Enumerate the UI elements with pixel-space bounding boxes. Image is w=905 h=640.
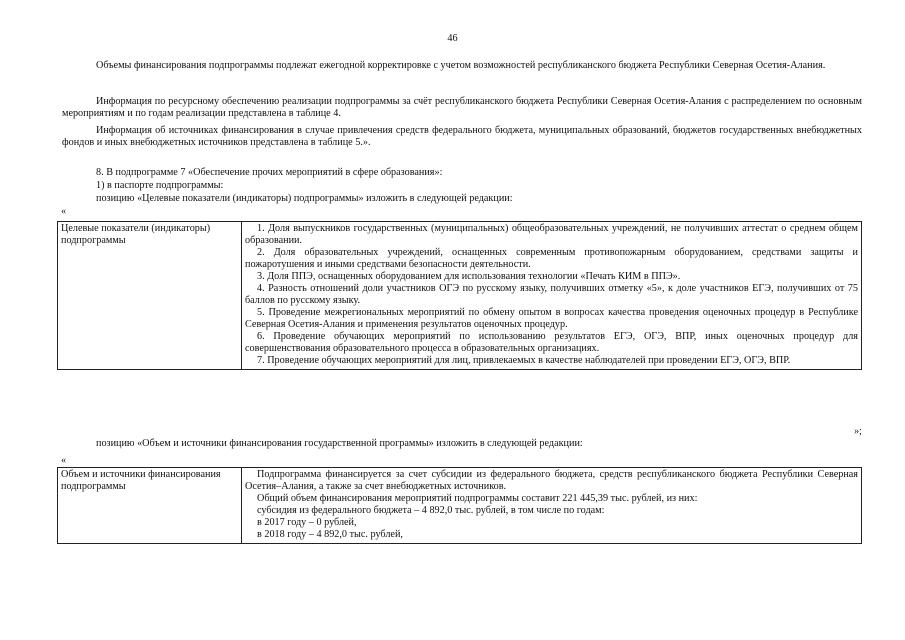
section-subitem: 1) в паспорте подпрограммы: [96, 180, 224, 191]
page-number: 46 [447, 33, 458, 44]
indicator-item: 7. Проведение обучающих мероприятий для лиц, привлекаемых в качестве наблюдателей при проведении ЕГЭ, ОГЭ, ВПР. [257, 355, 791, 366]
indicator-item: 2. Доля образовательных учреждений, оснащенных современным противопожарным оборудованием, средствами защиты и пожаротушения и иными средствами безопасности деятельности. [245, 247, 858, 270]
funding-line: в 2017 году – 0 рублей, [257, 517, 357, 528]
position-intro-funding: позицию «Объем и источники финансирования государственной программы» изложить в следующей редакции: [96, 438, 583, 449]
indicator-item: 3. Доля ППЭ, оснащенных оборудованием для использования технологии «Печать КИМ в ППЭ». [257, 271, 681, 282]
open-quote-1: « [61, 206, 67, 217]
indicator-item: 5. Проведение межрегиональных мероприятий по обмену опытом в вопросах качества проведения оценочных процедур в Республике Северная Осетия-Алания и применения результатов оценочных процедур. [245, 307, 858, 330]
paragraph-sources-info: Информация об источниках финансирования в случае привлечения средств федерального бюджета, муниципальных образований, бюджетов государственных внебюджетных фондов и иных внебюджетных источников представлена в таблице 5.». [62, 125, 862, 148]
indicators-content [242, 222, 862, 370]
indicator-item: 6. Проведение обучающих мероприятий по использованию результатов ЕГЭ, ОГЭ, ВПР, иных оценочных процедур для совершенствования образовательного процесса в образовательных организациях. [245, 331, 858, 354]
funding-line: Общий объем финансирования мероприятий подпрограммы составит 221 445,39 тыс. рублей, из них: [257, 493, 698, 504]
close-quote-1: »; [854, 426, 862, 437]
open-quote-2: « [61, 455, 67, 466]
paragraph-resource-info: Информация по ресурсному обеспечению реализации подпрограммы за счёт республиканского бюджета Республики Северная Осетия-Алания с распределением по основным мероприятиям и по годам реализации представлена в таблице 4. [62, 96, 862, 119]
paragraph-funding-adjustment: Объемы финансирования подпрограммы подлежат ежегодной корректировке с учетом возможностей республиканского бюджета Республики Северная Осетия-Алания. [96, 60, 826, 71]
indicators-table [57, 221, 862, 370]
indicator-item: 4. Разность отношений доли участников ОГЭ по русскому языку, получивших отметку «5», к доле участников ЕГЭ, получивших от 75 баллов по русскому языку. [245, 283, 858, 306]
funding-label: Объем и источники финансирования подпрограммы [58, 468, 242, 544]
indicator-item: 1. Доля выпускников государственных (муниципальных) общеобразовательных учреждений, не получивших аттестат о среднем общем образовании. [245, 223, 858, 246]
section-heading: 8. В подпрограмме 7 «Обеспечение прочих мероприятий в сфере образования»: [96, 167, 443, 178]
position-intro-indicators: позицию «Целевые показатели (индикаторы) подпрограммы» изложить в следующей редакции: [96, 193, 513, 204]
funding-content [242, 468, 862, 544]
funding-table [57, 467, 862, 544]
funding-line: в 2018 году – 4 892,0 тыс. рублей, [257, 529, 403, 540]
indicators-label: Целевые показатели (индикаторы) подпрограммы [58, 222, 242, 370]
funding-line: Подпрограмма финансируется за счет субсидии из федерального бюджета, средств республиканского бюджета Республики Северная Осетия–Алания, а также за счет внебюджетных источников. [245, 469, 858, 492]
funding-line: субсидия из федерального бюджета – 4 892,0 тыс. рублей, в том числе по годам: [257, 505, 605, 516]
